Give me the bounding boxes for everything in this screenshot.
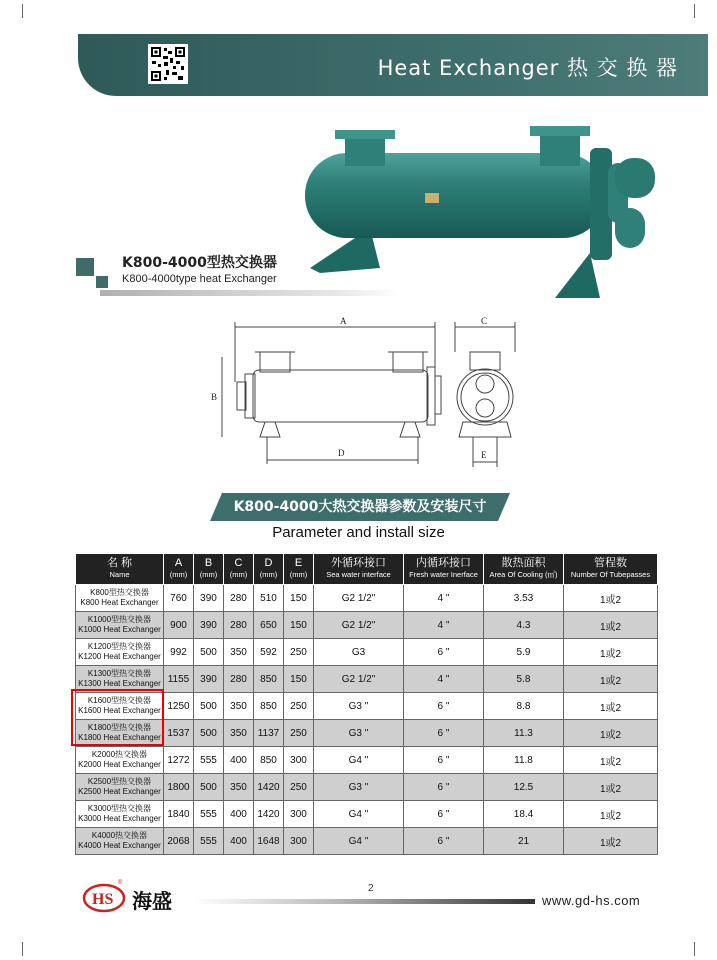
cell-fresh: 6 " <box>404 774 484 801</box>
cell-a: 2068 <box>164 828 194 855</box>
cell-a: 1272 <box>164 747 194 774</box>
dim-label-e: E <box>481 450 487 460</box>
cell-a: 1155 <box>164 666 194 693</box>
cell-sea: G3 " <box>314 774 404 801</box>
model-name-en: K4000 Heat Exchanger <box>78 841 161 850</box>
cell-e: 150 <box>284 585 314 612</box>
cell-passes: 1或2 <box>564 720 658 747</box>
cell-passes: 1或2 <box>564 801 658 828</box>
cell-b: 555 <box>194 801 224 828</box>
website-url[interactable]: www.gd-hs.com <box>542 893 641 908</box>
cell-c: 400 <box>224 801 254 828</box>
cell-fresh: 6 " <box>404 801 484 828</box>
model-name-cn: K1200型热交换器 <box>87 642 152 651</box>
cell-area: 21 <box>484 828 564 855</box>
table-header-cell <box>404 554 484 585</box>
page-header <box>78 34 708 96</box>
header-en: (mm) <box>259 570 278 579</box>
cell-area: 11.3 <box>484 720 564 747</box>
model-name-en: K2500 Heat Exchanger <box>78 787 161 796</box>
header-cn: 名 称 <box>106 557 133 569</box>
cell-b: 390 <box>194 612 224 639</box>
cell-e: 250 <box>284 774 314 801</box>
cell-c: 280 <box>224 666 254 693</box>
dim-label-b: B <box>211 392 218 402</box>
cell-passes: 1或2 <box>564 612 658 639</box>
logo-reg-mark: ® <box>118 880 123 886</box>
model-name-cn: K800型热交换器 <box>90 588 149 597</box>
table-header-cell <box>194 554 224 585</box>
header-en: Area Of Cooling (㎡) <box>489 570 558 579</box>
crop-mark <box>694 942 709 956</box>
cell-passes: 1或2 <box>564 639 658 666</box>
cell-c: 280 <box>224 612 254 639</box>
cell-d: 1648 <box>254 828 284 855</box>
cell-fresh: 4 " <box>404 666 484 693</box>
cell-b: 500 <box>194 720 224 747</box>
cell-area: 5.9 <box>484 639 564 666</box>
cell-a: 900 <box>164 612 194 639</box>
model-name-en: K800 Heat Exchanger <box>80 598 159 607</box>
header-en: Fresh water Inerface <box>409 570 478 579</box>
cell-passes: 1或2 <box>564 585 658 612</box>
cell-fresh: 6 " <box>404 747 484 774</box>
cell-area: 18.4 <box>484 801 564 828</box>
cell-b: 500 <box>194 639 224 666</box>
heat-exchanger-photo <box>290 118 670 308</box>
header-cn: 管程数 <box>594 557 627 569</box>
technical-drawing <box>205 312 535 472</box>
footer-bar <box>195 899 535 904</box>
label-underline <box>100 290 400 296</box>
cell-e: 150 <box>284 666 314 693</box>
header-en: Sea water interface <box>326 570 391 579</box>
cell-area: 8.8 <box>484 693 564 720</box>
highlight-box <box>71 689 164 746</box>
table-header-cell <box>164 554 194 585</box>
header-en: Name <box>109 570 130 579</box>
header-en: (mm) <box>169 570 188 579</box>
model-name-cn: K2500型热交换器 <box>87 777 152 786</box>
table-row <box>76 774 658 801</box>
model-name-cn: K1300型热交换器 <box>87 669 152 678</box>
cell-sea: G2 1/2" <box>314 585 404 612</box>
dim-label-a: A <box>340 316 347 326</box>
cell-passes: 1或2 <box>564 774 658 801</box>
cell-sea: G3 " <box>314 720 404 747</box>
header-cn: B <box>204 557 213 569</box>
cell-a: 1840 <box>164 801 194 828</box>
cell-sea: G4 " <box>314 828 404 855</box>
cell-b: 555 <box>194 747 224 774</box>
qr-code[interactable] <box>148 44 188 84</box>
cell-c: 400 <box>224 747 254 774</box>
cell-d: 1420 <box>254 801 284 828</box>
cell-b: 500 <box>194 774 224 801</box>
header-en: (mm) <box>229 570 248 579</box>
cell-d: 1137 <box>254 720 284 747</box>
table-row <box>76 747 658 774</box>
table-row <box>76 828 658 855</box>
header-cn: D <box>264 557 273 569</box>
cell-d: 850 <box>254 666 284 693</box>
cell-d: 650 <box>254 612 284 639</box>
cell-e: 300 <box>284 747 314 774</box>
header-en: (mm) <box>199 570 218 579</box>
cell-c: 350 <box>224 720 254 747</box>
model-name-cn: K3000型热交换器 <box>87 804 152 813</box>
crop-mark <box>694 4 709 18</box>
product-label-cn: K800-4000型热交换器 <box>122 255 277 271</box>
cell-c: 350 <box>224 693 254 720</box>
crop-mark <box>8 942 23 956</box>
table-header-cell <box>564 554 658 585</box>
model-name-cn: K2000热交换器 <box>91 750 148 759</box>
cell-c: 350 <box>224 639 254 666</box>
cell-d: 1420 <box>254 774 284 801</box>
cell-sea: G2 1/2" <box>314 612 404 639</box>
cell-c: 400 <box>224 828 254 855</box>
header-cn: A <box>174 557 183 569</box>
cell-sea: G2 1/2" <box>314 666 404 693</box>
cell-a: 992 <box>164 639 194 666</box>
cell-e: 150 <box>284 612 314 639</box>
cell-sea: G3 <box>314 639 404 666</box>
section-banner <box>210 493 510 521</box>
model-name-cell <box>76 585 164 612</box>
model-name-cell <box>76 747 164 774</box>
table-header-row <box>76 554 658 585</box>
logo-text: 海盛 <box>132 889 172 913</box>
cell-area: 4.3 <box>484 612 564 639</box>
model-name-en: K1600 Heat Exchanger <box>78 706 161 715</box>
model-name-cell <box>76 774 164 801</box>
cell-a: 760 <box>164 585 194 612</box>
table-header-cell <box>284 554 314 585</box>
product-label-en: K800-4000type heat Exchanger <box>122 273 277 285</box>
decor-square <box>76 258 94 276</box>
cell-e: 300 <box>284 828 314 855</box>
cell-d: 850 <box>254 747 284 774</box>
cell-b: 390 <box>194 666 224 693</box>
cell-sea: G4 " <box>314 801 404 828</box>
model-name-cell <box>76 612 164 639</box>
cell-passes: 1或2 <box>564 693 658 720</box>
cell-c: 280 <box>224 585 254 612</box>
header-cn: 内循环接口 <box>416 557 471 569</box>
cell-area: 5.8 <box>484 666 564 693</box>
cell-area: 3.53 <box>484 585 564 612</box>
dim-label-c: C <box>481 316 488 326</box>
model-name-en: K1000 Heat Exchanger <box>78 625 161 634</box>
model-name-cn: K1800型热交换器 <box>87 723 152 732</box>
header-cn: E <box>294 557 303 569</box>
cell-fresh: 6 " <box>404 693 484 720</box>
cell-sea: G4 " <box>314 747 404 774</box>
cell-c: 350 <box>224 774 254 801</box>
table-header-cell <box>484 554 564 585</box>
model-name-cn: K4000热交换器 <box>91 831 148 840</box>
cell-area: 11.8 <box>484 747 564 774</box>
model-name-en: K2000 Heat Exchanger <box>78 760 161 769</box>
cell-area: 12.5 <box>484 774 564 801</box>
cell-sea: G3 " <box>314 693 404 720</box>
model-name-en: K1200 Heat Exchanger <box>78 652 161 661</box>
cell-passes: 1或2 <box>564 666 658 693</box>
cell-e: 300 <box>284 801 314 828</box>
model-name-cell <box>76 828 164 855</box>
table-row <box>76 639 658 666</box>
table-row <box>76 585 658 612</box>
decor-square <box>96 276 108 288</box>
table-header-cell <box>254 554 284 585</box>
cell-passes: 1或2 <box>564 747 658 774</box>
model-name-en: K1800 Heat Exchanger <box>78 733 161 742</box>
model-name-cn: K1600型热交换器 <box>87 696 152 705</box>
model-name-en: K1300 Heat Exchanger <box>78 679 161 688</box>
header-cn: 外循环接口 <box>331 557 386 569</box>
cell-fresh: 4 " <box>404 612 484 639</box>
header-cn: 散热面积 <box>501 557 546 569</box>
cell-a: 1250 <box>164 693 194 720</box>
cell-b: 555 <box>194 828 224 855</box>
cell-fresh: 6 " <box>404 639 484 666</box>
cell-e: 250 <box>284 639 314 666</box>
cell-d: 850 <box>254 693 284 720</box>
cell-fresh: 4 " <box>404 585 484 612</box>
dim-label-d: D <box>338 448 345 458</box>
model-name-en: K3000 Heat Exchanger <box>78 814 161 823</box>
header-en: Number Of Tubepasses <box>570 570 651 579</box>
company-logo <box>82 876 192 916</box>
cell-e: 250 <box>284 693 314 720</box>
cell-b: 390 <box>194 585 224 612</box>
crop-mark <box>8 4 23 18</box>
cell-d: 592 <box>254 639 284 666</box>
model-name-cn: K1000型热交换器 <box>87 615 152 624</box>
header-en: (mm) <box>289 570 308 579</box>
table-row <box>76 612 658 639</box>
table-header-cell <box>76 554 164 585</box>
cell-e: 250 <box>284 720 314 747</box>
logo-mark-text: HS <box>92 891 114 908</box>
table-header-cell <box>224 554 254 585</box>
cell-a: 1800 <box>164 774 194 801</box>
table-header-cell <box>314 554 404 585</box>
cell-passes: 1或2 <box>564 828 658 855</box>
page-title: Heat Exchanger 热 交 换 器 <box>377 56 678 80</box>
model-name-cell <box>76 801 164 828</box>
cell-fresh: 6 " <box>404 720 484 747</box>
page-number: 2 <box>368 883 374 894</box>
cell-d: 510 <box>254 585 284 612</box>
cell-a: 1537 <box>164 720 194 747</box>
section-banner-text: K800-4000大热交换器参数及安装尺寸 <box>233 499 487 515</box>
section-subtitle: Parameter and install size <box>272 524 445 541</box>
cell-b: 500 <box>194 693 224 720</box>
model-name-cell <box>76 639 164 666</box>
table-row <box>76 801 658 828</box>
cell-fresh: 6 " <box>404 828 484 855</box>
header-cn: C <box>234 557 243 569</box>
